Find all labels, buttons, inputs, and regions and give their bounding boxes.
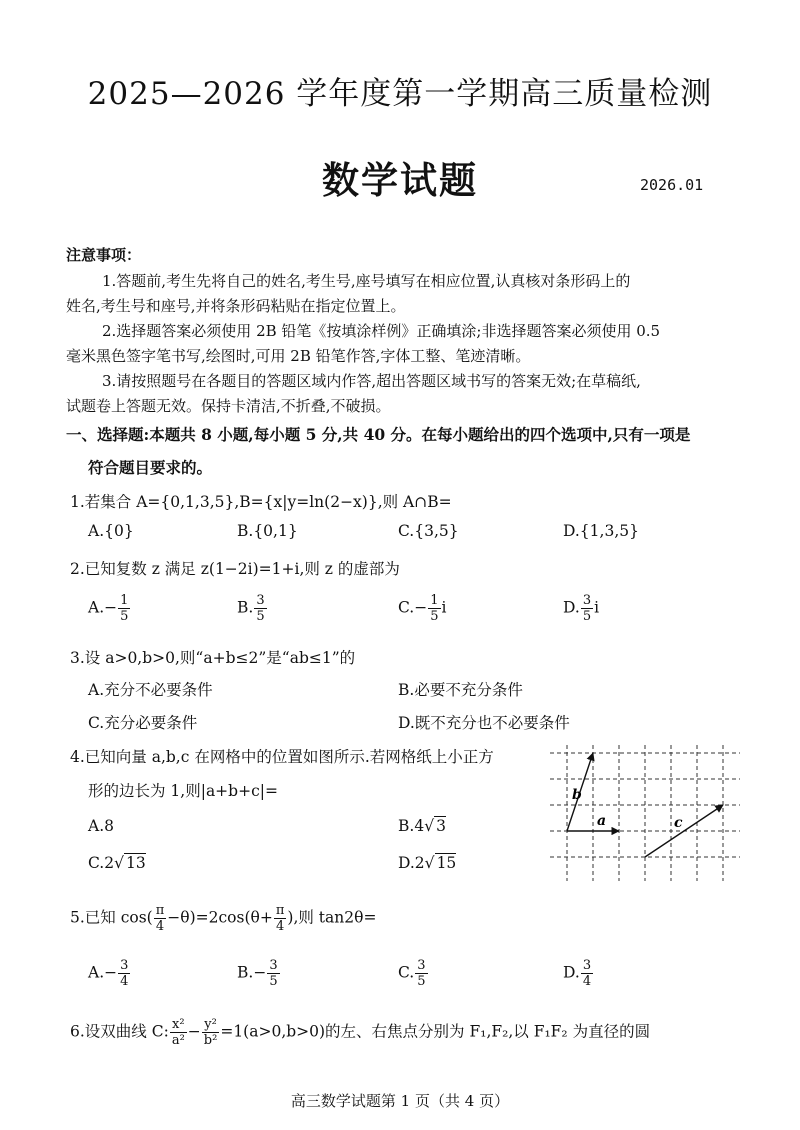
q2-option-a: A.− $\frac{1}{5}$ xyxy=(88,593,129,624)
notice-line: 1.答题前,考生先将自己的姓名,考生号,座号填写在相应位置,认真核对条形码上的 xyxy=(102,272,631,290)
question-1-stem: 1.若集合 A={0,1,3,5},B={x|y=ln(2−x)},则 A∩B= xyxy=(70,493,452,511)
q1-option-d: D.{1,3,5} xyxy=(563,522,639,540)
notice-line: 毫米黑色签字笔书写,绘图时,可用 2B 铅笔作答,字体工整、笔迹清晰。 xyxy=(66,347,531,365)
q3-option-c: C.充分必要条件 xyxy=(88,714,198,732)
section-heading-cont: 符合题目要求的。 xyxy=(88,458,213,477)
exam-title: 2025—2026 学年度第一学期高三质量检测 xyxy=(87,76,713,112)
notice-line: 3.请按照题号在各题目的答题区域内作答,超出答题区域书写的答案无效;在草稿纸, xyxy=(102,372,641,390)
notice-title: 注意事项： xyxy=(66,246,142,264)
q5-option-b: B.− $\frac{3}{5}$ xyxy=(237,958,278,989)
exam-date: 2026.01 xyxy=(640,176,704,194)
q4-option-c: C.2√ 13 xyxy=(88,854,146,872)
q3-option-d: D.既不充分也不必要条件 xyxy=(398,714,570,732)
q1-option-a: A.{0} xyxy=(88,522,134,540)
vector-a-label: a xyxy=(597,813,607,829)
question-6-stem: 6.设双曲线 C: $\frac{\text{x²}}{\text{a²}}$ − $\frac{\text{y²}}{\text{b²}}$ =1(a>0,b>0)的左、右焦点分别为 F₁,F₂,以 F₁F₂ 为直径的圆 xyxy=(70,1017,651,1048)
q4-option-d: D.2√ 15 xyxy=(398,854,457,872)
q5-option-d: D. $\frac{3}{4}$ xyxy=(563,958,592,989)
q2-option-b: B. $\frac{3}{5}$ xyxy=(237,593,265,624)
question-3-stem: 3.设 a>0,b>0,则“a+b≤2”是“ab≤1”的 xyxy=(70,649,356,667)
notice-line: 姓名,考生号和座号,并将条形码粘贴在指定位置上。 xyxy=(66,297,406,315)
q5-option-c: C. $\frac{3}{5}$ xyxy=(398,958,426,989)
q2-option-d: D. $\frac{3}{5}$ i xyxy=(563,593,600,624)
q3-option-b: B.必要不充分条件 xyxy=(398,681,523,699)
q4-option-a: A.8 xyxy=(88,817,114,835)
q1-option-c: C.{3,5} xyxy=(398,522,459,540)
question-4-stem-cont: 形的边长为 1,则|a+b+c|= xyxy=(88,782,278,800)
q2-option-c: C.− $\frac{1}{5}$ i xyxy=(398,593,447,624)
question-4-stem: 4.已知向量 a,b,c 在网格中的位置如图所示.若网格纸上小正方 xyxy=(70,748,494,766)
notice-line: 试题卷上答题无效。保持卡清洁,不折叠,不破损。 xyxy=(66,397,391,415)
question-5-stem: 5.已知 cos( $\frac{\pi}{4}$ −θ)=2cos(θ+ $\frac{\pi}{4}$ ),则 tan2θ= xyxy=(70,903,377,934)
page-footer: 高三数学试题第 1 页（共 4 页） xyxy=(290,1092,510,1110)
vector-grid-figure xyxy=(550,745,740,885)
q3-option-a: A.充分不必要条件 xyxy=(88,681,213,699)
vector-c-label: c xyxy=(674,815,683,831)
q4-option-b: B.4√ 3 xyxy=(398,817,446,835)
vector-b-label: b xyxy=(572,787,582,803)
exam-subject: 数学试题 xyxy=(322,158,478,202)
question-2-stem: 2.已知复数 z 满足 z(1−2i)=1+i,则 z 的虚部为 xyxy=(70,560,400,578)
section-heading: 一、选择题:本题共 8 小题,每小题 5 分,共 40 分。在每小题给出的四个选项中,只有一项是 xyxy=(66,425,691,444)
q1-option-b: B.{0,1} xyxy=(237,522,298,540)
q5-option-a: A.− $\frac{3}{4}$ xyxy=(88,958,129,989)
notice-line: 2.选择题答案必须使用 2B 铅笔《按填涂样例》正确填涂;非选择题答案必须使用 0.5 xyxy=(102,322,661,340)
